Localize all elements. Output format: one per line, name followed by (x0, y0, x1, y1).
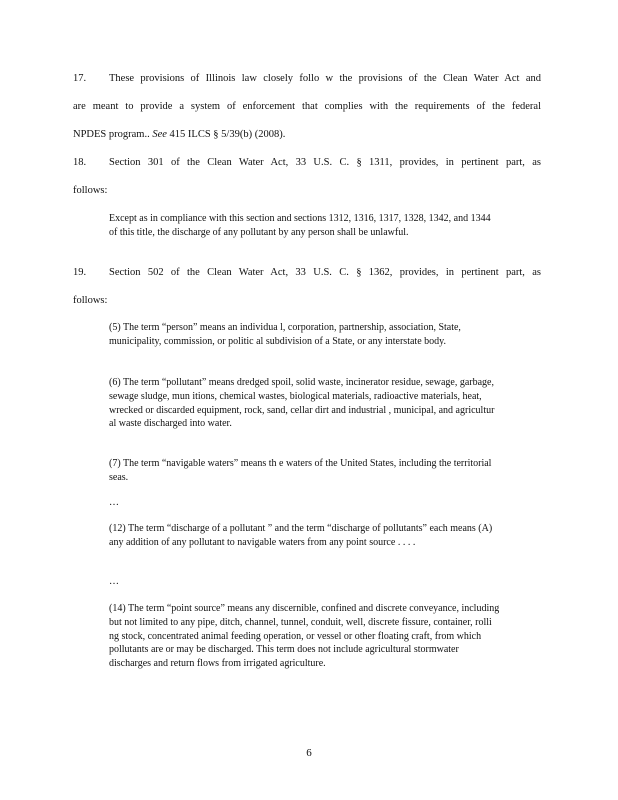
definition-discharge-of-pollutant: (12) The term “discharge of a pollutant ” and the term “discharge of pollutants” each means (A) any addition of any pollutant to navigable waters from any point source . . . . (109, 523, 493, 548)
block-quote-section-301 (109, 212, 501, 240)
definition-pollutant: (6) The term “pollutant” means dredged spoil, solid waste, incinerator residue, sewage, garbage, sewage sludge, mun itions, chemical wastes, biological materials, radioactive materials, heat, wrecked or discarded equipment, rock, sand, cellar dirt and industrial , municipal, and agricultur al waste discharged into water. (109, 377, 495, 430)
definition-navigable-waters: (7) The term “navigable waters” means th e waters of the United States, including the territorial seas. (109, 458, 492, 483)
paragraph-18 (73, 155, 541, 211)
paragraph-19-line-2: follows: (73, 295, 108, 306)
definition-person: (5) The term “person” means an individua l, corporation, partnership, association, State, municipality, commission, or politic al subdivision of a State, or any interstate body. (109, 322, 461, 347)
paragraph-17-line-3: NPDES program.. See 415 ILCS § 5/39(b) (2008). (73, 129, 286, 140)
ellipsis: … (109, 576, 119, 587)
paragraph-19 (73, 265, 541, 321)
quote-text: Except as in compliance with this section and sections 1312, 1316, 1317, 1328, 1342, and 1344 of this title, the discharge of any pollutant by any person shall be unlawful. (109, 213, 491, 238)
paragraph-number: 19. (73, 267, 87, 278)
paragraph-number: 18. (73, 157, 87, 168)
paragraph-17-line-2: are meant to provide a system of enforcement that complies with the requirements of the federal (73, 101, 541, 112)
see-signal: See (152, 129, 167, 140)
paragraph-17-line-1: 17. These provisions of Illinois law closely follo w the provisions of the Clean Water Act and (73, 71, 541, 99)
page-number: 6 (306, 747, 312, 759)
paragraph-19-line-1: 19. Section 502 of the Clean Water Act, 33 U.S. C. § 1362, provides, in pertinent part, as (73, 265, 541, 293)
ellipsis: … (109, 497, 119, 508)
definition-point-source: (14) The term “point source” means any discernible, confined and discrete conveyance, including but not limited to any pipe, ditch, channel, tunnel, conduit, well, discrete fissure, container, rolli ng stock, concentrated animal feeding operation, or vessel or other floating craft, from which pollutants are or may be discharged. This term does not include agricultural stormwater discharges and return flows from irrigated agriculture. (109, 603, 500, 670)
paragraph-number: 17. (73, 73, 87, 84)
paragraph-17 (73, 71, 541, 155)
paragraph-18-line-1: 18. Section 301 of the Clean Water Act, 33 U.S. C. § 1311, provides, in pertinent part, as (73, 155, 541, 183)
paragraph-18-line-2: follows: (73, 185, 108, 196)
